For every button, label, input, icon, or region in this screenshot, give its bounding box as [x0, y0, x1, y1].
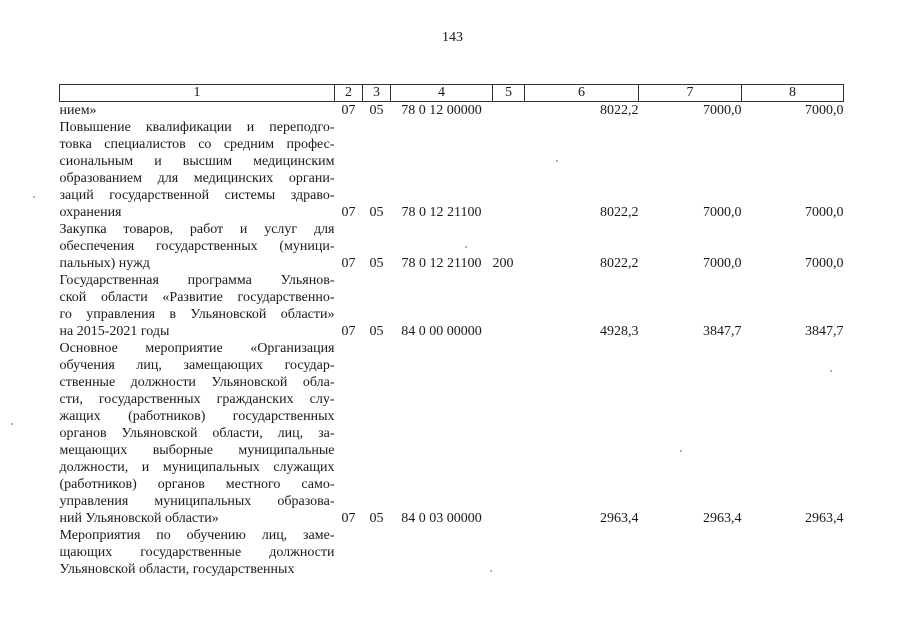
target-article-code: 78 0 12 21100 [401, 256, 482, 271]
amount-col-6 [525, 527, 639, 578]
amount-col-6: 8022,2 [600, 205, 639, 220]
expense-type-code [493, 272, 525, 340]
subsection-code: 05 [369, 205, 384, 220]
description-line: ний Ульяновской области» [59, 511, 219, 526]
description-line: ственные должности Ульяновской обла- [59, 375, 335, 390]
amount-col-8 [742, 527, 844, 578]
amount-col-7: 3847,7 [703, 324, 742, 339]
description-line: Повышение квалификации и переподго- [59, 120, 335, 135]
row-description [60, 221, 335, 272]
description-line: щающих государственные должности [59, 545, 335, 560]
row-description [60, 102, 335, 120]
target-article-code: 78 0 12 00000 [401, 103, 482, 118]
row-description [60, 272, 335, 340]
amount-col-6: 2963,4 [600, 511, 639, 526]
description-line: Государственная программа Ульянов- [59, 273, 335, 288]
column-header-7: 7 [639, 85, 742, 102]
subsection-code: 05 [369, 103, 384, 118]
target-article-code: 84 0 03 00000 [401, 511, 482, 526]
description-line: нием» [59, 103, 97, 118]
column-header-6: 6 [525, 85, 639, 102]
description-line: го управления в Ульяновской области» [59, 307, 335, 322]
column-header-1: 1 [60, 85, 335, 102]
amount-col-6: 8022,2 [600, 256, 639, 271]
section-code: 07 [341, 256, 356, 271]
amount-col-8: 2963,4 [805, 511, 844, 526]
row-description [60, 119, 335, 221]
column-header-3: 3 [363, 85, 391, 102]
section-code: 07 [341, 103, 356, 118]
section-code: 07 [341, 324, 356, 339]
expense-type-code [493, 340, 525, 527]
amount-col-7: 7000,0 [703, 103, 742, 118]
column-header-5: 5 [493, 85, 525, 102]
description-line: ской области «Развитие государственно- [59, 290, 335, 305]
section-code [335, 527, 363, 578]
table-body [60, 102, 844, 579]
expense-type-code [493, 102, 525, 120]
amount-col-7: 7000,0 [703, 256, 742, 271]
column-header-4: 4 [391, 85, 493, 102]
amount-col-8: 7000,0 [805, 205, 844, 220]
expense-type-code [493, 527, 525, 578]
target-article-code: 84 0 00 00000 [401, 324, 482, 339]
scan-speck [556, 160, 558, 162]
table-row [60, 340, 844, 527]
description-line: обучения лиц, замещающих государ- [59, 358, 335, 373]
table-row [60, 527, 844, 578]
table-row [60, 272, 844, 340]
amount-col-6: 4928,3 [600, 324, 639, 339]
description-line: (работников) органов местного само- [59, 477, 335, 492]
description-line: заций государственной системы здраво- [59, 188, 335, 203]
description-line: образованием для медицинских органи- [59, 171, 335, 186]
scan-speck [830, 370, 832, 372]
description-line: пальных) нужд [59, 256, 150, 271]
amount-col-8: 3847,7 [805, 324, 844, 339]
scan-speck [465, 246, 467, 248]
expense-type-code [493, 119, 525, 221]
column-header-2: 2 [335, 85, 363, 102]
description-line: органов Ульяновской области, лиц, за- [59, 426, 335, 441]
row-description [60, 340, 335, 527]
subsection-code: 05 [369, 256, 384, 271]
budget-table [59, 84, 844, 578]
header-row [60, 85, 844, 102]
subsection-code [363, 527, 391, 578]
section-code: 07 [341, 205, 356, 220]
scan-speck [680, 450, 682, 452]
amount-col-8: 7000,0 [805, 103, 844, 118]
table-row [60, 102, 844, 120]
description-line: жащих (работников) государственных [59, 409, 335, 424]
description-line: охранения [59, 205, 122, 220]
scan-speck [490, 570, 492, 572]
description-line: Мероприятия по обучению лиц, заме- [59, 528, 335, 543]
description-line: сиональным и высшим медицинским [59, 154, 335, 169]
expense-type-code: 200 [492, 256, 514, 271]
description-line: на 2015-2021 годы [59, 324, 170, 339]
amount-col-7 [639, 527, 742, 578]
column-header-8: 8 [742, 85, 844, 102]
description-line: должности, и муниципальных служащих [59, 460, 335, 475]
subsection-code: 05 [369, 511, 384, 526]
section-code: 07 [341, 511, 356, 526]
scan-speck [33, 196, 35, 198]
page-number: 143 [442, 30, 463, 45]
description-line: обеспечения государственных (муници- [59, 239, 335, 254]
amount-col-7: 7000,0 [703, 205, 742, 220]
target-article-code [391, 527, 493, 578]
description-line: мещающих выборные муниципальные [59, 443, 335, 458]
row-description [60, 527, 335, 578]
description-line: Закупка товаров, работ и услуг для [59, 222, 335, 237]
table-row [60, 119, 844, 221]
description-line: управления муниципальных образова- [59, 494, 335, 509]
amount-col-7: 2963,4 [703, 511, 742, 526]
target-article-code: 78 0 12 21100 [401, 205, 482, 220]
description-line: Ульяновской области, государственных [59, 562, 295, 577]
description-line: сти, государственных гражданских слу- [59, 392, 335, 407]
subsection-code: 05 [369, 324, 384, 339]
scan-speck [11, 423, 13, 425]
table-row [60, 221, 844, 272]
amount-col-6: 8022,2 [600, 103, 639, 118]
description-line: товка специалистов со средним профес- [59, 137, 335, 152]
amount-col-8: 7000,0 [805, 256, 844, 271]
description-line: Основное мероприятие «Организация [59, 341, 335, 356]
